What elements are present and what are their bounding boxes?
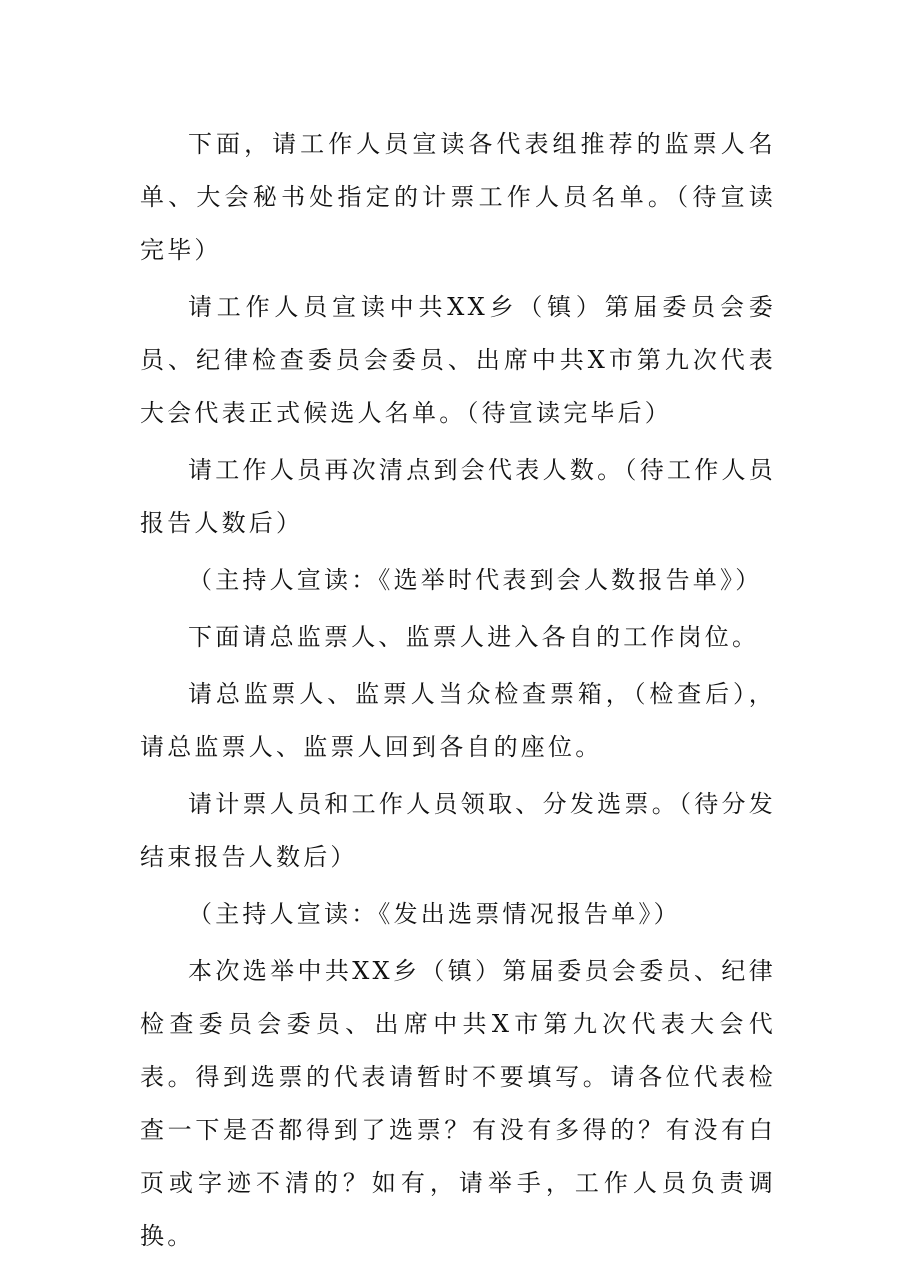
paragraph: 请计票人员和工作人员领取、分发选票。（待分发结束报告人数后） [140, 790, 776, 871]
paragraph: 本次选举中共XX乡（镇）第届委员会委员、纪律检查委员会委员、出席中共X市第九次代表大会代表。得到选票的代表请暂时不要填写。请各位代表检查一下是否都得到了选票？有没有多得的？有没有白页或字迹不清的？如有，请举手，工作人员负责调换。 [140, 957, 776, 1250]
paragraph: （主持人宣读：《选举时代表到会人数报告单》） [188, 566, 763, 594]
paragraph: 请工作人员宣读中共XX乡（镇）第届委员会委员、纪律检查委员会委员、出席中共X市第九次代表大会代表正式候选人名单。（待宣读完毕后） [140, 293, 776, 427]
paragraph: 下面，请工作人员宣读各代表组推荐的监票人名单、大会秘书处指定的计票工作人员名单。（待宣读完毕） [140, 130, 776, 264]
paragraph: 请工作人员再次清点到会代表人数。（待工作人员报告人数后） [140, 456, 776, 537]
paragraph: （主持人宣读：《发出选票情况报告单》） [188, 900, 681, 928]
paragraph: 请总监票人、监票人当众检查票箱，（检查后），请总监票人、监票人回到各自的座位。 [140, 680, 776, 761]
document-body [140, 118, 776, 1263]
paragraph: 下面请总监票人、监票人进入各自的工作岗位。 [188, 623, 760, 651]
